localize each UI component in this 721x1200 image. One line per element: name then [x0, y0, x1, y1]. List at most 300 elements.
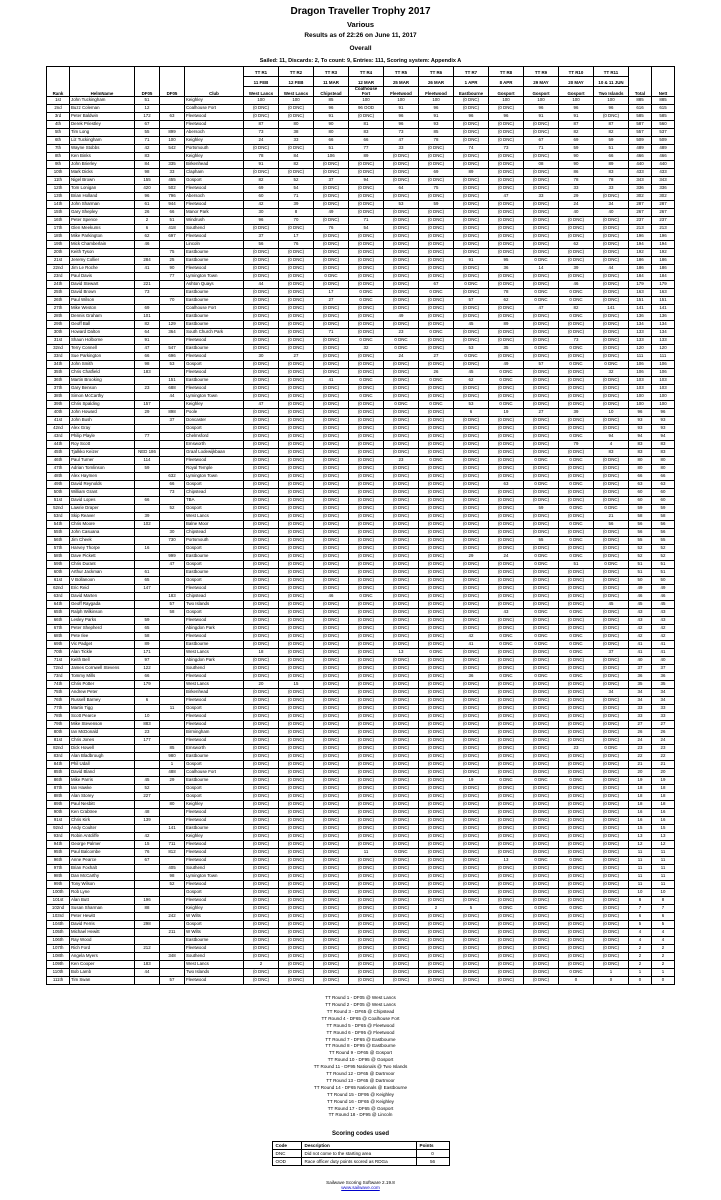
row-race-7: 43: [489, 609, 524, 617]
row-race-2: (0 DNC): [314, 553, 349, 561]
row-dfor: 76: [135, 849, 160, 857]
row-race-3: (0 DNC): [349, 729, 384, 737]
row-race-9: 23: [559, 745, 594, 753]
row-race-10: 4: [594, 441, 629, 449]
row-total: 83: [629, 449, 652, 457]
row-race-8: (0 DNC): [524, 705, 559, 713]
row-race-1: (0 DNC): [279, 881, 314, 889]
row-race-6: (0 DNC): [454, 521, 489, 529]
row-race-2: (0 DNC): [314, 601, 349, 609]
race-venue-10: Two Islands: [594, 87, 629, 97]
row-race-9: (0 DNC): [559, 769, 594, 777]
row-race-0: (0 DNC): [244, 785, 279, 793]
row-race-6: 36: [454, 673, 489, 681]
row-race-9: 0 DNC: [559, 521, 594, 529]
row-race-4: 64: [384, 185, 419, 193]
table-row: [47, 697, 675, 705]
row-rank: 10th: [47, 169, 70, 177]
row-race-3: (0 DNC): [349, 953, 384, 961]
row-helm: John Howard: [70, 409, 135, 417]
row-race-6: 91: [454, 257, 489, 265]
sailwave-link[interactable]: www.sailwave.com: [341, 1185, 380, 1191]
row-race-4: (0 DNC): [384, 385, 419, 393]
table-row: [47, 673, 675, 681]
row-race-5: (0 DNC): [419, 857, 454, 865]
row-dfsr: [160, 889, 185, 897]
row-race-8: (0 DNC): [524, 617, 559, 625]
row-race-2: (0 DNC): [314, 857, 349, 865]
row-race-0: (0 DNC): [244, 145, 279, 153]
row-race-0: 96: [244, 217, 279, 225]
row-helm: Ken Crabtree: [70, 809, 135, 817]
row-total: 35: [629, 681, 652, 689]
row-race-0: (0 DNC): [244, 105, 279, 113]
row-total: 51: [629, 569, 652, 577]
row-race-8: (0 DNC): [524, 473, 559, 481]
row-nett: 343: [652, 177, 675, 185]
row-race-3: (0 DNC): [349, 401, 384, 409]
row-club: Eastbourne: [185, 321, 244, 329]
row-dfor: 61: [135, 201, 160, 209]
row-race-9: 29: [559, 193, 594, 201]
row-race-8: (0 DNC): [524, 793, 559, 801]
row-dfsr: 63: [160, 113, 185, 121]
row-nett: 34: [652, 689, 675, 697]
row-rank: 70th: [47, 649, 70, 657]
row-race-10: 34: [594, 689, 629, 697]
row-dfsr: [160, 721, 185, 729]
row-rank: 94th: [47, 841, 70, 849]
row-race-8: (0 DNC): [524, 761, 559, 769]
row-race-3: 0 DNC: [349, 393, 384, 401]
row-race-6: 45: [454, 369, 489, 377]
row-race-6: 29: [454, 553, 489, 561]
row-race-3: (0 DNC): [349, 945, 384, 953]
row-race-5: 67: [419, 281, 454, 289]
row-race-1: (0 DNC): [279, 305, 314, 313]
row-dfsr: [160, 577, 185, 585]
row-club: Eastbourne: [185, 289, 244, 297]
row-rank: 1st: [47, 97, 70, 105]
row-race-9: 0 DNC: [559, 313, 594, 321]
row-race-8: (0 DNC): [524, 665, 559, 673]
codes-table-body: [272, 1150, 449, 1166]
row-race-9: 0 DNC: [559, 905, 594, 913]
row-race-5: (0 DNC): [419, 297, 454, 305]
row-race-8: 14: [524, 265, 559, 273]
row-race-0: (0 DNC): [244, 113, 279, 121]
row-helm: V Bollanoon: [70, 577, 135, 585]
row-race-8: (0 DNC): [524, 465, 559, 473]
row-race-3: (0 DNC): [349, 713, 384, 721]
results-table-head: [47, 67, 675, 97]
row-dfor: [135, 273, 160, 281]
row-helm: Adrian Tomlinson: [70, 465, 135, 473]
table-row: [47, 201, 675, 209]
row-race-6: (0 DNC): [454, 801, 489, 809]
row-race-3: (0 DNC): [349, 785, 384, 793]
row-race-2: (0 DNC): [314, 417, 349, 425]
row-race-1: (0 DNC): [279, 313, 314, 321]
row-club: Birkenhead: [185, 689, 244, 697]
row-race-10: (0 DNC): [594, 401, 629, 409]
row-helm: Paul Balcombe: [70, 849, 135, 857]
row-race-8: (0 DNC): [524, 129, 559, 137]
row-nett: 60: [652, 489, 675, 497]
row-race-4: (0 DNC): [384, 177, 419, 185]
row-rank: 16th: [47, 217, 70, 225]
row-race-6: (0 DNC): [454, 657, 489, 665]
row-helm: Tjalkko Keizer: [70, 449, 135, 457]
row-rank: 111th: [47, 977, 70, 985]
row-race-2: (0 DNC): [314, 577, 349, 585]
row-race-7: (0 DNC): [489, 529, 524, 537]
row-race-8: 59: [524, 505, 559, 513]
table-row: [47, 361, 675, 369]
row-nett: 4: [652, 929, 675, 937]
row-rank: 84th: [47, 761, 70, 769]
row-race-9: (0 DNC): [559, 817, 594, 825]
row-race-10: (0 DNC): [594, 825, 629, 833]
round-note: TT Round 8 - DF95 @ Eastbourne: [325, 1043, 396, 1049]
row-nett: 43: [652, 617, 675, 625]
row-club: Doncaster: [185, 417, 244, 425]
row-nett: 134: [652, 321, 675, 329]
row-race-8: (0 DNC): [524, 657, 559, 665]
row-race-9: 0 DNC: [559, 673, 594, 681]
row-rank: 26th: [47, 297, 70, 305]
row-rank: 59th: [47, 561, 70, 569]
row-race-4: (0 DNC): [384, 809, 419, 817]
row-race-6: (0 DNC): [454, 529, 489, 537]
row-race-0: (0 DNC): [244, 625, 279, 633]
row-race-6: (0 DNC): [454, 561, 489, 569]
row-helm: Alex Gray: [70, 425, 135, 433]
row-dfsr: [160, 521, 185, 529]
row-rank: 9th: [47, 161, 70, 169]
row-helm: Arthur Jackman: [70, 569, 135, 577]
row-race-5: (0 DNC): [419, 209, 454, 217]
row-race-0: (0 DNC): [244, 361, 279, 369]
row-race-6: (0 DNC): [454, 225, 489, 233]
row-total: 56: [629, 521, 652, 529]
row-rank: 20th: [47, 249, 70, 257]
round-note: TT Round 10 - DF95 @ Gosport: [327, 1057, 394, 1063]
row-dfsr: [160, 673, 185, 681]
row-dfor: NED 186: [135, 449, 160, 457]
row-race-10: (0 DNC): [594, 769, 629, 777]
row-nett: 43: [652, 609, 675, 617]
row-race-10: 56: [594, 521, 629, 529]
row-dfor: 45: [135, 777, 160, 785]
row-race-0: (0 DNC): [244, 321, 279, 329]
row-race-0: 60: [244, 193, 279, 201]
row-dfor: 59: [135, 617, 160, 625]
row-dfor: 77: [135, 433, 160, 441]
row-nett: 66: [652, 473, 675, 481]
row-race-5: (0 DNC): [419, 609, 454, 617]
row-total: 23: [629, 745, 652, 753]
row-race-4: 96: [384, 113, 419, 121]
row-race-1: 82: [279, 161, 314, 169]
row-club: Fleetwood: [185, 673, 244, 681]
row-race-2: 90: [314, 121, 349, 129]
table-row: [47, 681, 675, 689]
row-race-7: 0 DNC: [489, 641, 524, 649]
row-helm: Chris Kirk: [70, 817, 135, 825]
table-row: [47, 225, 675, 233]
row-race-2: (0 DNC): [314, 545, 349, 553]
row-race-5: 85: [419, 129, 454, 137]
row-race-9: (0 DNC): [559, 793, 594, 801]
row-race-4: 0 DNC: [384, 337, 419, 345]
row-helm: Peter Shepherd: [70, 625, 135, 633]
row-helm: Gary Benson: [70, 385, 135, 393]
row-race-3: (0 DNC): [349, 201, 384, 209]
table-row: [47, 777, 675, 785]
row-nett: 94: [652, 433, 675, 441]
row-race-8: (0 DNC): [524, 833, 559, 841]
row-race-7: (0 DNC): [489, 649, 524, 657]
row-dfsr: [160, 97, 185, 105]
row-dfor: [135, 937, 160, 945]
row-race-0: (0 DNC): [244, 697, 279, 705]
row-race-0: (0 DNC): [244, 633, 279, 641]
row-race-9: (0 DNC): [559, 681, 594, 689]
row-race-7: (0 DNC): [489, 313, 524, 321]
row-race-8: 96: [524, 105, 559, 113]
row-nett: 2: [652, 953, 675, 961]
row-race-6: (0 DNC): [454, 729, 489, 737]
row-race-9: (0 DNC): [559, 417, 594, 425]
row-race-3: (0 DNC): [349, 801, 384, 809]
row-race-5: (0 DNC): [419, 881, 454, 889]
row-dfor: 89: [135, 641, 160, 649]
table-row: [47, 417, 675, 425]
row-race-4: (0 DNC): [384, 737, 419, 745]
row-race-1: (0 DNC): [279, 569, 314, 577]
table-row: [47, 769, 675, 777]
row-race-0: (0 DNC): [244, 729, 279, 737]
row-helm: Brian Foxhalt: [70, 865, 135, 873]
table-row: [47, 105, 675, 113]
row-race-3: (0 DNC): [349, 457, 384, 465]
row-race-2: (0 DNC): [314, 849, 349, 857]
row-race-2: (0 DNC): [314, 713, 349, 721]
row-race-0: (0 DNC): [244, 601, 279, 609]
row-race-0: (0 DNC): [244, 705, 279, 713]
row-race-3: (0 DNC): [349, 441, 384, 449]
row-dfor: [135, 761, 160, 769]
row-nett: 106: [652, 369, 675, 377]
row-race-5: (0 DNC): [419, 537, 454, 545]
row-race-4: 47: [384, 137, 419, 145]
row-nett: 11: [652, 865, 675, 873]
row-race-4: (0 DNC): [384, 865, 419, 873]
table-row: [47, 849, 675, 857]
row-race-10: (0 DNC): [594, 657, 629, 665]
row-club: West Lancs: [185, 681, 244, 689]
row-race-6: (0 DNC): [454, 601, 489, 609]
row-race-7: (0 DNC): [489, 657, 524, 665]
row-race-10: (0 DNC): [594, 761, 629, 769]
row-dfsr: 57: [160, 977, 185, 985]
row-race-6: (0 DNC): [454, 489, 489, 497]
row-race-5: (0 DNC): [419, 505, 454, 513]
row-race-8: 0 DNC: [524, 297, 559, 305]
row-total: 52: [629, 545, 652, 553]
row-race-0: 18: [244, 649, 279, 657]
row-race-4: 0 DNC: [384, 401, 419, 409]
row-race-0: (0 DNC): [244, 489, 279, 497]
row-race-6: (0 DNC): [454, 481, 489, 489]
row-race-10: 45: [594, 601, 629, 609]
row-race-0: (0 DNC): [244, 593, 279, 601]
row-race-7: (0 DNC): [489, 577, 524, 585]
row-dfor: 29: [135, 409, 160, 417]
race-num-10: TT R11: [594, 67, 629, 77]
table-row: [47, 913, 675, 921]
row-race-4: 24: [384, 353, 419, 361]
row-race-0: 30: [244, 353, 279, 361]
row-race-3: (0 DNC): [349, 313, 384, 321]
results-table-body: [47, 97, 675, 985]
row-dfsr: 335: [160, 161, 185, 169]
row-dfor: 44: [135, 969, 160, 977]
row-race-6: (0 DNC): [454, 161, 489, 169]
row-race-3: (0 DNC): [349, 657, 384, 665]
row-club: Fleetwood: [185, 617, 244, 625]
row-race-1: (0 DNC): [279, 617, 314, 625]
row-race-6: (0 DNC): [454, 273, 489, 281]
row-race-10: (0 DNC): [594, 297, 629, 305]
row-helm: Tim Long: [70, 129, 135, 137]
row-race-0: (0 DNC): [244, 257, 279, 265]
row-race-8: (0 DNC): [524, 769, 559, 777]
row-race-3: (0 DNC): [349, 409, 384, 417]
row-club: Eastbourne: [185, 569, 244, 577]
row-dfsr: 211: [160, 929, 185, 937]
row-total: 120: [629, 345, 652, 353]
row-race-8: (0 DNC): [524, 321, 559, 329]
row-race-5: (0 DNC): [419, 217, 454, 225]
row-total: 0: [629, 977, 652, 985]
row-race-0: (0 DNC): [244, 265, 279, 273]
row-nett: 15: [652, 825, 675, 833]
row-club: Keighley: [185, 153, 244, 161]
row-race-2: (0 DNC): [314, 185, 349, 193]
row-race-4: 49: [384, 313, 419, 321]
row-dfor: 298: [135, 921, 160, 929]
row-race-0: (0 DNC): [244, 673, 279, 681]
row-race-5: (0 DNC): [419, 193, 454, 201]
race-date-1: 12 FEB: [279, 77, 314, 87]
row-dfor: 284: [135, 257, 160, 265]
table-row: [47, 337, 675, 345]
row-race-1: (0 DNC): [279, 825, 314, 833]
row-club: Fleetwood: [185, 633, 244, 641]
row-race-1: (0 DNC): [279, 921, 314, 929]
row-dfsr: [160, 729, 185, 737]
row-race-9: (0 DNC): [559, 473, 594, 481]
row-race-3: (0 DNC): [349, 249, 384, 257]
row-race-10: (0 DNC): [594, 681, 629, 689]
row-race-9: (0 DNC): [559, 401, 594, 409]
row-race-10: (0 DNC): [594, 425, 629, 433]
row-race-4: (0 DNC): [384, 449, 419, 457]
row-race-1: (0 DNC): [279, 673, 314, 681]
row-total: 11: [629, 881, 652, 889]
row-dfor: 41: [135, 265, 160, 273]
row-dfor: 71: [135, 137, 160, 145]
table-row: [47, 193, 675, 201]
row-race-3: (0 DNC): [349, 417, 384, 425]
row-club: Fleetwood: [185, 369, 244, 377]
row-helm: Chris Jones: [70, 737, 135, 745]
row-rank: 45th: [47, 449, 70, 457]
row-club: Fleetwood: [185, 713, 244, 721]
row-race-6: (0 DNC): [454, 689, 489, 697]
row-dfsr: 730: [160, 537, 185, 545]
row-race-7: (0 DNC): [489, 921, 524, 929]
row-rank: 54th: [47, 521, 70, 529]
row-race-6: (0 DNC): [454, 577, 489, 585]
row-rank: 61st: [47, 577, 70, 585]
row-race-9: (0 DNC): [559, 217, 594, 225]
row-race-9: (0 DNC): [559, 937, 594, 945]
row-race-2: 85: [314, 97, 349, 105]
row-race-6: (0 DNC): [454, 913, 489, 921]
row-race-4: (0 DNC): [384, 153, 419, 161]
row-race-6: (0 DNC): [454, 873, 489, 881]
row-race-0: (0 DNC): [244, 777, 279, 785]
row-race-0: 30: [244, 209, 279, 217]
row-race-6: 19: [454, 777, 489, 785]
row-race-5: 0 DNC: [419, 401, 454, 409]
row-helm: Mick Chamberlain: [70, 241, 135, 249]
row-race-1: (0 DNC): [279, 433, 314, 441]
row-club: Gosport: [185, 425, 244, 433]
row-race-7: (0 DNC): [489, 705, 524, 713]
round-note: TT Round 15 - DF95 @ Keighley: [327, 1091, 394, 1097]
row-race-1: (0 DNC): [279, 977, 314, 985]
row-race-7: (0 DNC): [489, 393, 524, 401]
row-race-6: (0 DNC): [454, 961, 489, 969]
row-race-8: (0 DNC): [524, 601, 559, 609]
row-nett: 196: [652, 233, 675, 241]
row-race-8: (0 DNC): [524, 801, 559, 809]
row-race-6: (0 DNC): [454, 785, 489, 793]
row-race-2: (0 DNC): [314, 361, 349, 369]
row-race-7: (0 DNC): [489, 137, 524, 145]
row-race-4: (0 DNC): [384, 785, 419, 793]
row-race-9: 24: [559, 201, 594, 209]
row-race-5: (0 DNC): [419, 593, 454, 601]
row-dfsr: 418: [160, 225, 185, 233]
row-race-5: 69: [419, 169, 454, 177]
row-dfor: 39: [135, 513, 160, 521]
row-race-2: 17: [314, 289, 349, 297]
row-race-0: (0 DNC): [244, 305, 279, 313]
row-rank: 76th: [47, 697, 70, 705]
row-nett: 7: [652, 905, 675, 913]
row-club: Eastbourne: [185, 313, 244, 321]
row-total: 2: [629, 945, 652, 953]
row-race-5: (0 DNC): [419, 313, 454, 321]
row-race-5: 2: [419, 905, 454, 913]
row-total: 66: [629, 473, 652, 481]
row-total: 16: [629, 809, 652, 817]
